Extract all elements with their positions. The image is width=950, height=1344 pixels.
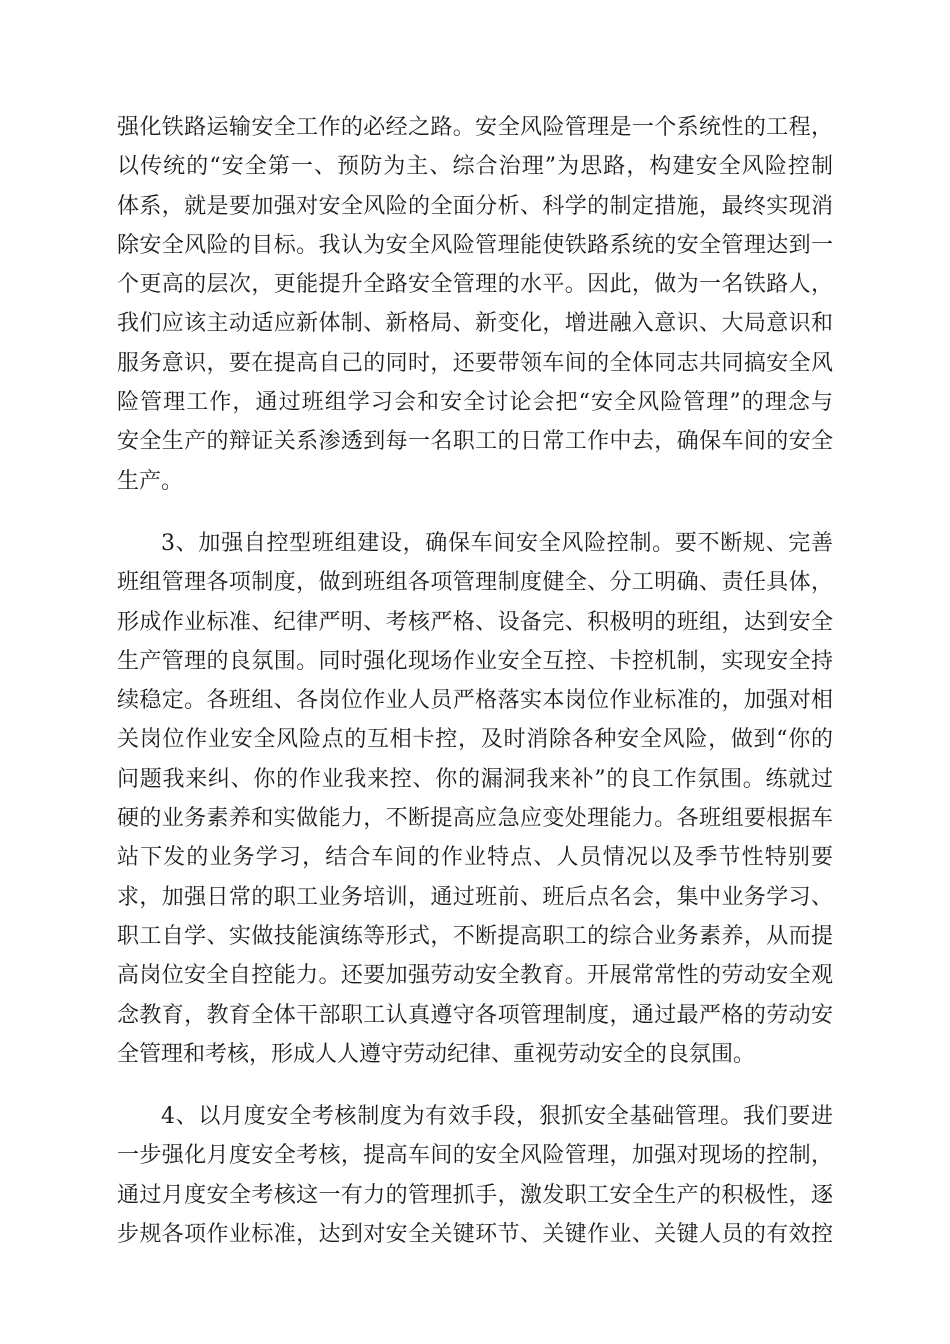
text-line: 职工自学、实做技能演练等形式，不断提高职工的综合业务素养，从而提 bbox=[117, 923, 833, 949]
text-line: 求，加强日常的职工业务培训，通过班前、班后点名会，集中业务学习、 bbox=[117, 884, 833, 910]
text-line: 形成作业标准、纪律严明、考核严格、设备完、积极明的班组，达到安全 bbox=[117, 609, 833, 635]
text-line: 个更高的层次，更能提升全路安全管理的水平。因此，做为一名铁路人， bbox=[117, 272, 833, 298]
document-body bbox=[117, 108, 833, 1254]
text-line: 通过月度安全考核这一有力的管理抓手，激发职工安全生产的积极性，逐 bbox=[117, 1182, 833, 1208]
text-line: 问题我来纠、你的作业我来控、你的漏洞我来补”的良工作氛围。练就过 bbox=[117, 766, 833, 792]
text-line: 站下发的业务学习，结合车间的作业特点、人员情况以及季节性特别要 bbox=[117, 845, 833, 871]
text-line: 续稳定。各班组、各岗位作业人员严格落实本岗位作业标准的，加强对相 bbox=[117, 688, 833, 714]
paragraph-spacer bbox=[117, 501, 833, 524]
paragraph-1 bbox=[117, 108, 833, 501]
text-line: 生产。 bbox=[117, 468, 184, 494]
text-line: 全管理和考核，形成人人遵守劳动纪律、重视劳动安全的良氛围。 bbox=[117, 1041, 756, 1067]
text-line: 险管理工作，通过班组学习会和安全讨论会把“安全风险管理”的理念与 bbox=[117, 390, 833, 416]
text-line: 关岗位作业安全风险点的互相卡控，及时消除各种安全风险，做到“你的 bbox=[117, 727, 833, 753]
paragraph-spacer bbox=[117, 1074, 833, 1097]
text-line: 班组管理各项制度，做到班组各项管理制度健全、分工明确、责任具体， bbox=[117, 570, 833, 596]
paragraph-3 bbox=[117, 1097, 833, 1254]
text-line: 4、以月度安全考核制度为有效手段，狠抓安全基础管理。我们要进 bbox=[161, 1104, 833, 1130]
text-line: 安全生产的辩证关系渗透到每一名职工的日常工作中去，确保车间的安全 bbox=[117, 429, 833, 455]
text-line: 一步强化月度安全考核，提高车间的安全风险管理，加强对现场的控制， bbox=[117, 1143, 833, 1169]
text-line: 念教育，教育全体干部职工认真遵守各项管理制度，通过最严格的劳动安 bbox=[117, 1002, 833, 1028]
text-line: 强化铁路运输安全工作的必经之路。安全风险管理是一个系统性的工程， bbox=[117, 115, 833, 140]
text-line: 我们应该主动适应新体制、新格局、新变化，增进融入意识、大局意识和 bbox=[117, 311, 833, 337]
paragraph-2 bbox=[117, 524, 833, 1074]
text-line: 服务意识，要在提高自己的同时，还要带领车间的全体同志共同搞安全风 bbox=[117, 350, 833, 376]
text-line: 以传统的“安全第一、预防为主、综合治理”为思路，构建安全风险控制 bbox=[117, 154, 833, 180]
text-line: 生产管理的良氛围。同时强化现场作业安全互控、卡控机制，实现安全持 bbox=[117, 648, 833, 674]
text-line: 高岗位安全自控能力。还要加强劳动安全教育。开展常常性的劳动安全观 bbox=[117, 963, 833, 989]
text-line: 除安全风险的目标。我认为安全风险管理能使铁路系统的安全管理达到一 bbox=[117, 232, 833, 258]
text-line: 硬的业务素养和实做能力，不断提高应急应变处理能力。各班组要根据车 bbox=[117, 806, 833, 832]
text-line: 步规各项作业标准，达到对安全关键环节、关键作业、关键人员的有效控 bbox=[117, 1222, 833, 1248]
text-line: 3、加强自控型班组建设，确保车间安全风险控制。要不断规、完善 bbox=[161, 530, 833, 556]
text-line: 体系，就是要加强对安全风险的全面分析、科学的制定措施，最终实现消 bbox=[117, 193, 833, 219]
